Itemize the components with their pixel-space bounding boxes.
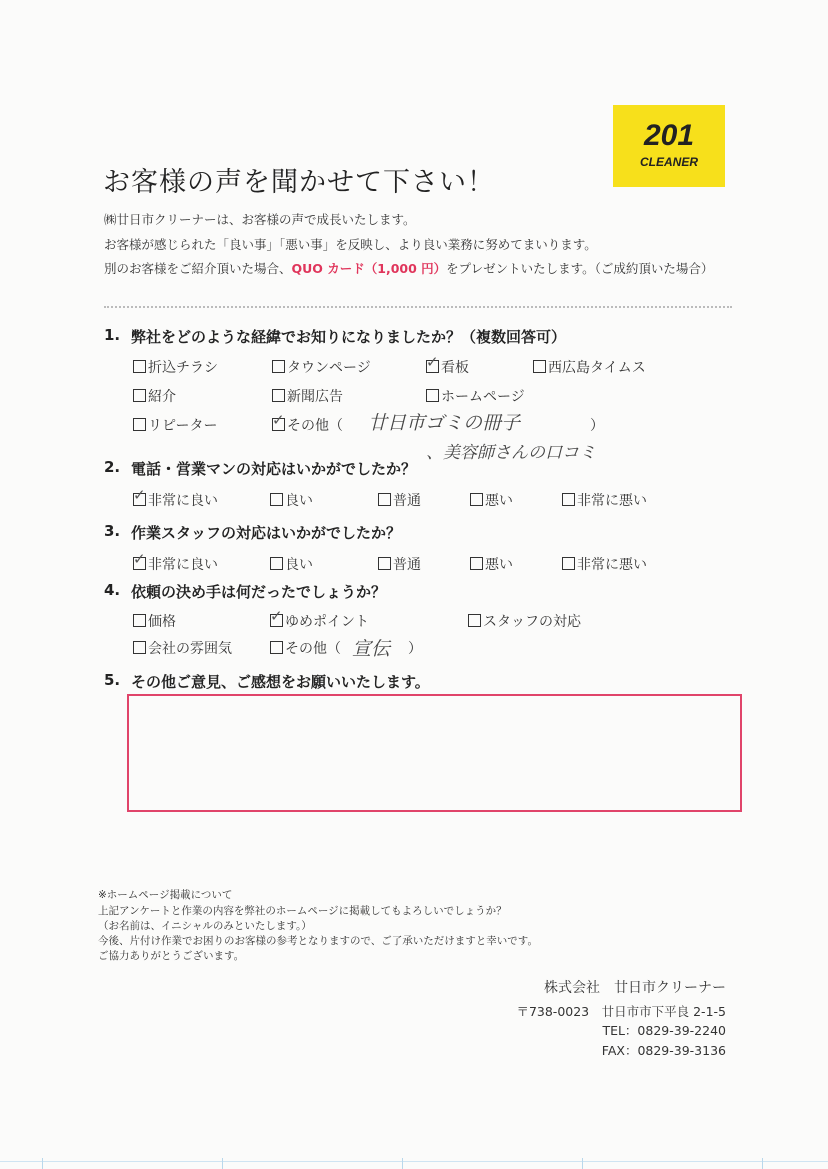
check-mark-icon: ✓	[270, 607, 283, 625]
check-mark-icon: ✓	[133, 486, 146, 504]
note-line-1: ※ホームページ掲載について	[98, 889, 233, 901]
q4-option-atmosphere[interactable]	[133, 638, 232, 658]
q1-option-newspaper[interactable]	[272, 386, 343, 406]
checkbox-checked[interactable]	[133, 550, 146, 570]
checkbox[interactable]	[133, 614, 146, 627]
company-badge	[613, 105, 725, 187]
checkbox[interactable]	[272, 360, 285, 373]
q1-handwritten-answer-2: 、美容師さんの口コミ	[426, 443, 596, 463]
intro-line-1: ㈱廿日市クリーナーは、お客様の声で成長いたします。	[104, 212, 416, 227]
q3-option-very-bad[interactable]	[562, 554, 647, 574]
badge-label: CLEANER	[639, 155, 698, 169]
q1-option-flyer[interactable]	[133, 357, 218, 377]
q3-number: 3.	[104, 522, 121, 540]
q1-option-repeater[interactable]	[133, 415, 217, 435]
q2-question: 電話・営業マンの対応はいかがでしたか？	[131, 460, 417, 478]
option-label: 価格	[148, 614, 176, 630]
option-label: 非常に悪い	[577, 557, 647, 573]
option-label: 紹介	[148, 389, 176, 405]
q2-option-bad[interactable]	[470, 490, 513, 510]
checkbox[interactable]	[378, 557, 391, 570]
check-mark-icon: ✓	[272, 411, 285, 429]
checkbox-checked[interactable]	[272, 411, 285, 431]
checkbox[interactable]	[426, 389, 439, 402]
option-label: 会社の雰囲気	[148, 641, 232, 657]
company-fax: FAX：0829-39-3136	[601, 1043, 726, 1058]
q4-option-price[interactable]	[133, 611, 176, 631]
q1-question: 弊社をどのような経緯でお知りになりましたか？（複数回答可）	[131, 328, 567, 346]
q2-option-very-bad[interactable]	[562, 490, 647, 510]
option-label: 良い	[285, 557, 313, 573]
checkbox[interactable]	[470, 493, 483, 506]
checkbox[interactable]	[533, 360, 546, 373]
q1-option-referral[interactable]	[133, 386, 176, 406]
checkbox[interactable]	[562, 493, 575, 506]
q3-question: 作業スタッフの対応はいかがでしたか？	[131, 524, 402, 542]
q3-option-very-good[interactable]	[133, 550, 218, 574]
option-label: タウンページ	[287, 360, 371, 376]
q4-handwritten-answer: 宣伝	[352, 638, 391, 660]
q4-option-yume-point[interactable]	[270, 607, 369, 631]
q4-other-paren-close: ）	[408, 641, 422, 657]
checkbox[interactable]	[468, 614, 481, 627]
option-label: 新聞広告	[287, 389, 343, 405]
q1-option-times[interactable]	[533, 357, 646, 377]
checkbox[interactable]	[272, 389, 285, 402]
checkbox[interactable]	[133, 641, 146, 654]
option-label: 良い	[285, 493, 313, 509]
grid-line	[582, 1158, 583, 1169]
checkbox[interactable]	[133, 389, 146, 402]
company-tel: TEL：0829-39-2240	[602, 1023, 726, 1038]
checkbox[interactable]	[378, 493, 391, 506]
option-label: 悪い	[485, 493, 513, 509]
option-label: スタッフの対応	[483, 614, 581, 630]
page-title: お客様の声を聞かせて下さい！	[103, 167, 495, 198]
intro-line-3-post: をプレゼントいたします。（ご成約頂いた場合）	[446, 261, 714, 276]
option-label: 悪い	[485, 557, 513, 573]
option-label: 普通	[393, 557, 421, 573]
q4-option-staff[interactable]	[468, 611, 581, 631]
option-label: 非常に良い	[148, 557, 218, 573]
note-line-5: ご協力ありがとうございます。	[98, 950, 245, 962]
checkbox[interactable]	[562, 557, 575, 570]
option-label: その他（	[285, 641, 341, 657]
grid-line	[762, 1158, 763, 1169]
q4-option-other[interactable]	[270, 638, 341, 658]
checkbox[interactable]	[270, 641, 283, 654]
option-label: ホームページ	[441, 389, 525, 405]
q2-option-normal[interactable]	[378, 490, 421, 510]
q2-option-very-good[interactable]	[133, 486, 218, 510]
option-label: 看板	[441, 360, 469, 376]
option-label: 折込チラシ	[148, 360, 218, 376]
q1-option-townpage[interactable]	[272, 357, 371, 377]
option-label: 西広島タイムス	[548, 360, 646, 376]
option-label: 非常に悪い	[577, 493, 647, 509]
checkbox-checked[interactable]	[426, 353, 439, 373]
grid-line	[402, 1158, 403, 1169]
checkbox[interactable]	[133, 418, 146, 431]
note-line-3: （お名前は、イニシャルのみといたします。）	[98, 920, 312, 932]
badge-number: 201	[643, 119, 695, 152]
q5-question: その他ご意見、ご感想をお願いいたします。	[131, 673, 430, 691]
checkbox[interactable]	[270, 493, 283, 506]
q2-number: 2.	[104, 458, 121, 476]
option-label: ゆめポイント	[285, 614, 369, 630]
intro-line-3	[104, 259, 713, 277]
q1-option-signboard[interactable]	[426, 353, 469, 377]
q1-handwritten-answer-1: 廿日市ゴミの冊子	[368, 412, 521, 434]
checkbox[interactable]	[470, 557, 483, 570]
checkbox[interactable]	[270, 557, 283, 570]
option-label: リピーター	[148, 418, 218, 434]
check-mark-icon: ✓	[426, 353, 439, 371]
option-label: その他（	[287, 418, 343, 434]
q4-number: 4.	[104, 581, 121, 599]
intro-line-3-pre: 別のお客様をご紹介頂いた場合、	[104, 261, 292, 276]
q1-other-paren-close: ）	[590, 418, 604, 434]
q3-option-good[interactable]	[270, 554, 313, 574]
checkbox[interactable]	[133, 360, 146, 373]
q1-option-other[interactable]	[272, 411, 343, 435]
comment-box[interactable]	[127, 694, 742, 812]
q5-number: 5.	[104, 671, 121, 689]
q4-question: 依頼の決め手は何だったでしょうか？	[131, 583, 387, 601]
intro-line-2: お客様が感じられた「良い事」「悪い事」を反映し、より良い業務に努めてまいります。	[104, 237, 597, 252]
grid-line	[42, 1158, 43, 1169]
checkbox-checked[interactable]	[133, 486, 146, 506]
grid-line	[0, 1161, 828, 1162]
check-mark-icon: ✓	[133, 550, 146, 568]
company-name: 株式会社 廿日市クリーナー	[544, 980, 726, 996]
q1-option-homepage[interactable]	[426, 386, 525, 406]
q1-number: 1.	[104, 326, 121, 344]
grid-line	[222, 1158, 223, 1169]
q2-option-good[interactable]	[270, 490, 313, 510]
checkbox-checked[interactable]	[270, 607, 283, 627]
q3-option-bad[interactable]	[470, 554, 513, 574]
q3-option-normal[interactable]	[378, 554, 421, 574]
company-address: 〒738-0023 廿日市市下平良 2-1-5	[516, 1004, 726, 1019]
option-label: 普通	[393, 493, 421, 509]
note-line-4: 今後、片付け作業でお困りのお客様の参考となりますので、ご了承いただけますと幸いです。	[98, 935, 538, 947]
option-label: 非常に良い	[148, 493, 218, 509]
separator	[104, 306, 732, 308]
quo-card-offer: QUO カード（1,000 円）	[291, 261, 447, 276]
note-line-2: 上記アンケートと作業の内容を弊社のホームページに掲載してもよろしいでしょうか？	[98, 905, 507, 917]
